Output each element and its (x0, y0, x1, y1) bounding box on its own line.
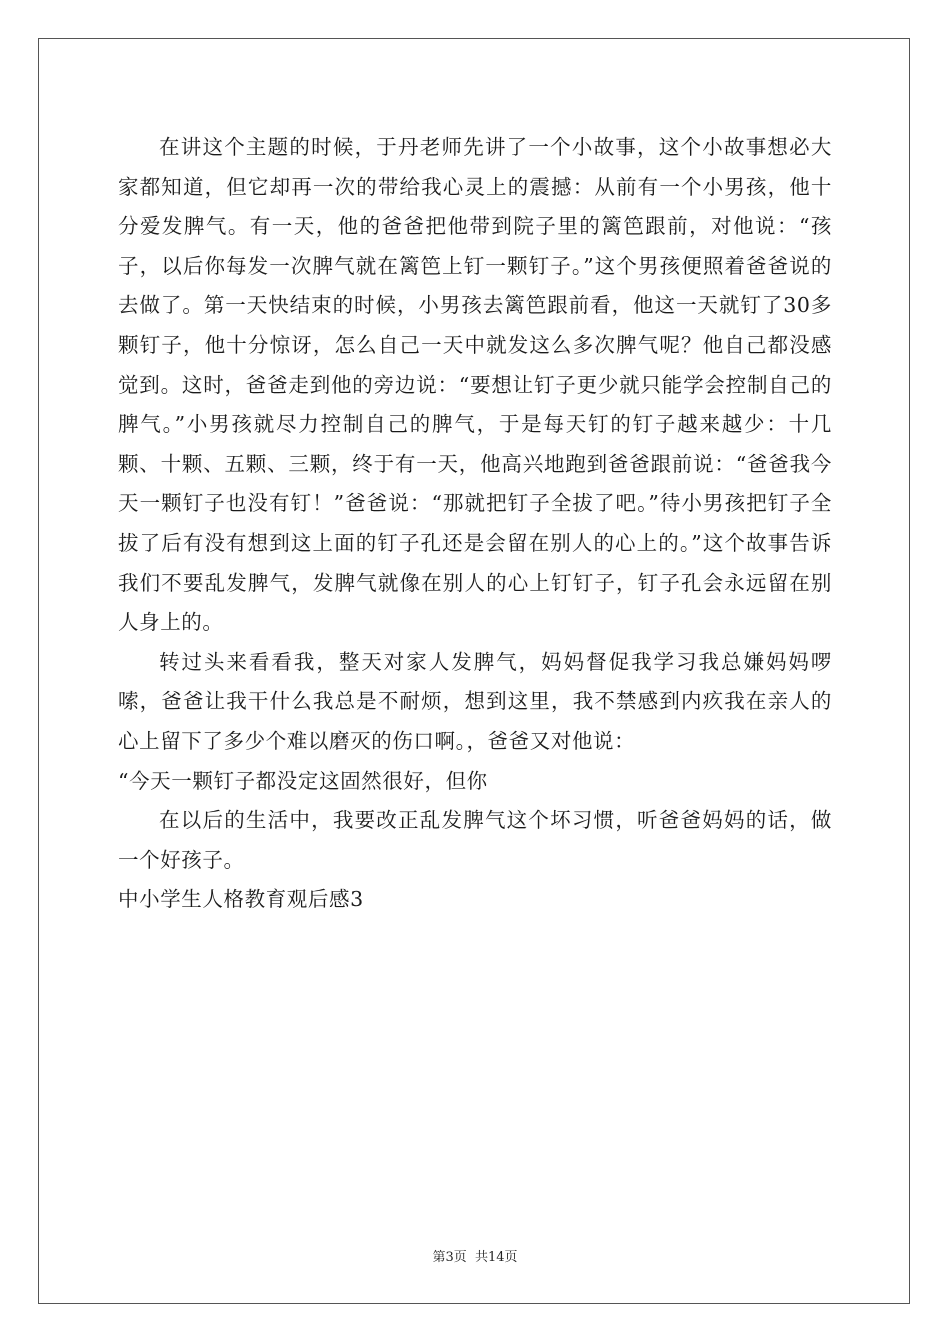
document-body (118, 128, 832, 920)
paragraph-resolution: 在以后的生活中，我要改正乱发脾气这个坏习惯，听爸爸妈妈的话，做一个好孩子。 (118, 808, 832, 872)
page-total: 共14页 (474, 1250, 518, 1265)
page-number: 第3页 (432, 1250, 467, 1265)
paragraph-story: 在讲这个主题的时候，于丹老师先讲了一个小故事，这个小故事想必大家都知道，但它却再一次的带给我心灵上的震撼：从前有一个小男孩，他十分爱发脾气。有一天，他的爸爸把他带到院子里的篱笆跟前，对他说：“孩子，以后你每发一次脾气就在篱笆上钉一颗钉子。”这个男孩便照着爸爸说的去做了。第一天快结束的时候，小男孩去篱笆跟前看，他这一天就钉了30多颗钉子，他十分惊讶，怎么自己一天中就发这么多次脾气呢？他自己都没感觉到。这时，爸爸走到他的旁边说：“要想让钉子更少就只能学会控制自己的脾气。”小男孩就尽力控制自己的脾气，于是每天钉的钉子越来越少：十几颗、十颗、五颗、三颗，终于有一天，他高兴地跑到爸爸跟前说：“爸爸我今天一颗钉子也没有钉！”爸爸说：“那就把钉子全拔了吧。”待小男孩把钉子全拔了后有没有想到这上面的钉子孔还是会留在别人的心上的。”这个故事告诉我们不要乱发脾气，发脾气就像在别人的心上钉钉子，钉子孔会永远留在别人身上的。 (118, 135, 832, 635)
paragraph-quote-fragment: “今天一颗钉子都没定这固然很好，但你 (118, 768, 488, 793)
paragraph-reflection: 转过头来看看我，整天对家人发脾气，妈妈督促我学习我总嫌妈妈啰嗦，爸爸让我干什么我总是不耐烦，想到这里，我不禁感到内疚我在亲人的心上留下了多少个难以磨灭的伤口啊。，爸爸又对他说： (118, 649, 832, 753)
section-heading: 中小学生人格教育观后感3 (118, 887, 364, 912)
page-footer (0, 1246, 950, 1265)
